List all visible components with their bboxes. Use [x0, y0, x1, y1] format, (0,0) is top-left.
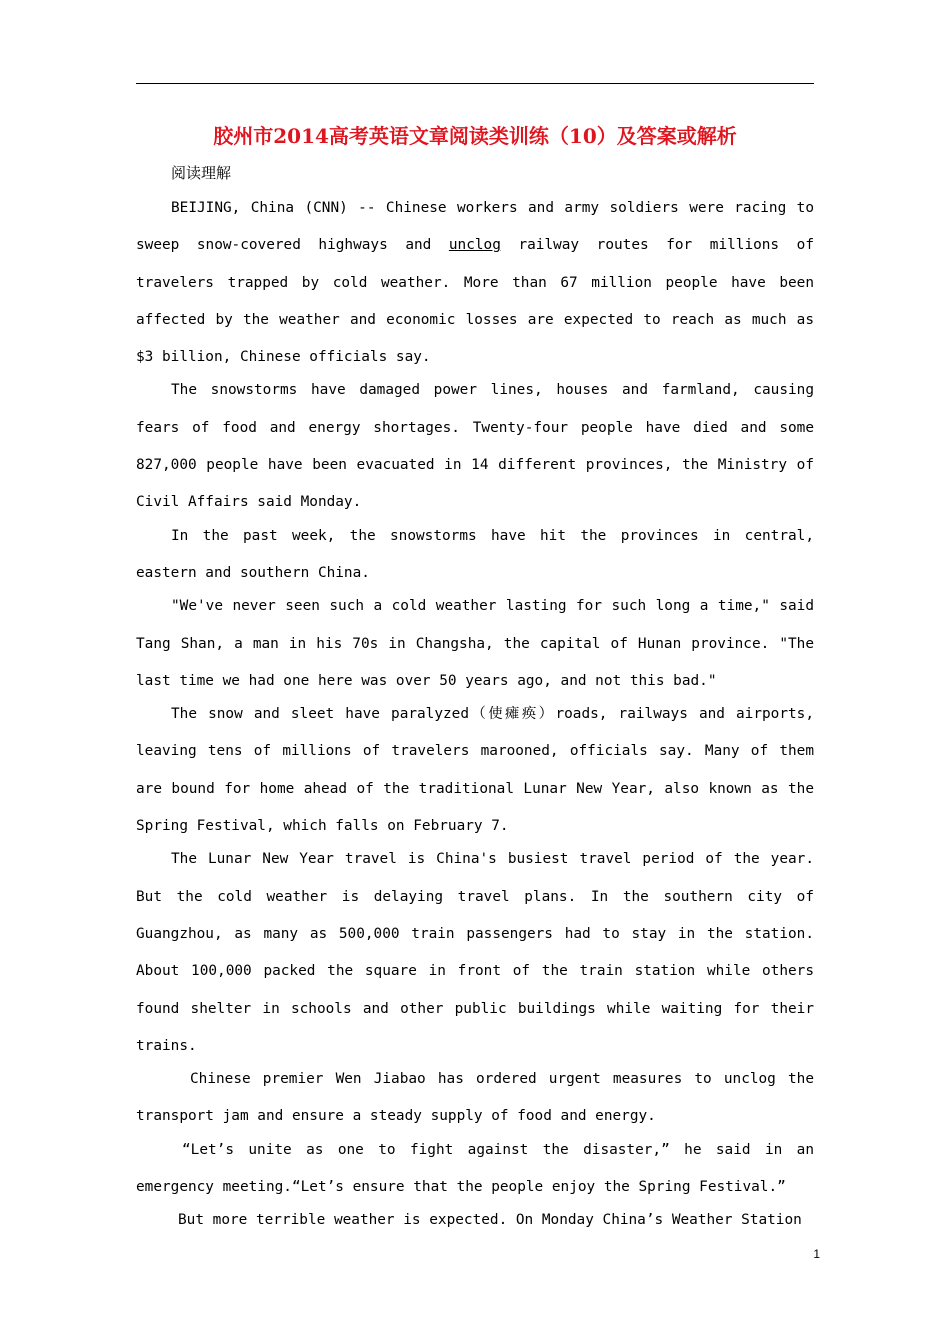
- paragraph-5: The snow and sleet have paralyzed（使瘫痪）roads, railways and airports, leaving tens of millions of travelers marooned, officials say. Many of them are bound for home ahead of the traditional Lunar New Year, also known as the Spring Festival, which falls on February 7.: [136, 706, 814, 835]
- header-rule: [136, 83, 814, 84]
- paragraph-2: The snowstorms have damaged power lines, houses and farmland, causing fears of food and energy shortages. Twenty-four people have died and some 827,000 people have been evacuated in 14 different provinces, the Ministry of Civil Affairs said Monday.: [136, 382, 814, 511]
- paragraph-1-text-a: BEIJING, China (CNN) -- Chinese workers and army soldiers were racing to sweep snow-covered highways and: [136, 200, 814, 254]
- document-title: 胶州市2014高考英语文章阅读类训练（10）及答案或解析: [213, 124, 737, 148]
- paragraph-9: But more terrible weather is expected. On Monday China’s Weather Station: [178, 1212, 802, 1229]
- paragraph-8: “Let’s unite as one to fight against the disaster,” he said in an emergency meeting.“Let’s ensure that the people enjoy the Spring Festival.”: [136, 1141, 814, 1196]
- article-body: [136, 190, 814, 1236]
- paragraph-4: "We've never seen such a cold weather lasting for such long a time," said Tang Shan, a man in his 70s in Changsha, the capital of Hunan province. "The last time we had one here was over 50 years ago, and not this bad.": [136, 598, 814, 689]
- underlined-word: unclog: [448, 237, 501, 254]
- section-label: 阅读理解: [171, 164, 232, 182]
- page-number: 1: [813, 1247, 820, 1261]
- paragraph-7: Chinese premier Wen Jiabao has ordered urgent measures to unclog the transport jam and ensure a steady supply of food and energy.: [136, 1071, 814, 1125]
- paragraph-1: [136, 190, 814, 376]
- paragraph-6: The Lunar New Year travel is China's busiest travel period of the year. But the cold weather is delaying travel plans. In the southern city of Guangzhou, as many as 500,000 train passengers had to stay in the station. About 100,000 packed the square in front of the train station while others found shelter in schools and other public buildings while waiting for their trains.: [136, 851, 814, 1054]
- paragraph-1-text-b: railway routes for millions of travelers trapped by cold weather. More than 67 million people have been affected by the weather and economic losses are expected to reach as much as $3 billion, Chinese officials say.: [136, 237, 814, 366]
- paragraph-3: In the past week, the snowstorms have hit the provinces in central, eastern and southern China.: [136, 527, 814, 581]
